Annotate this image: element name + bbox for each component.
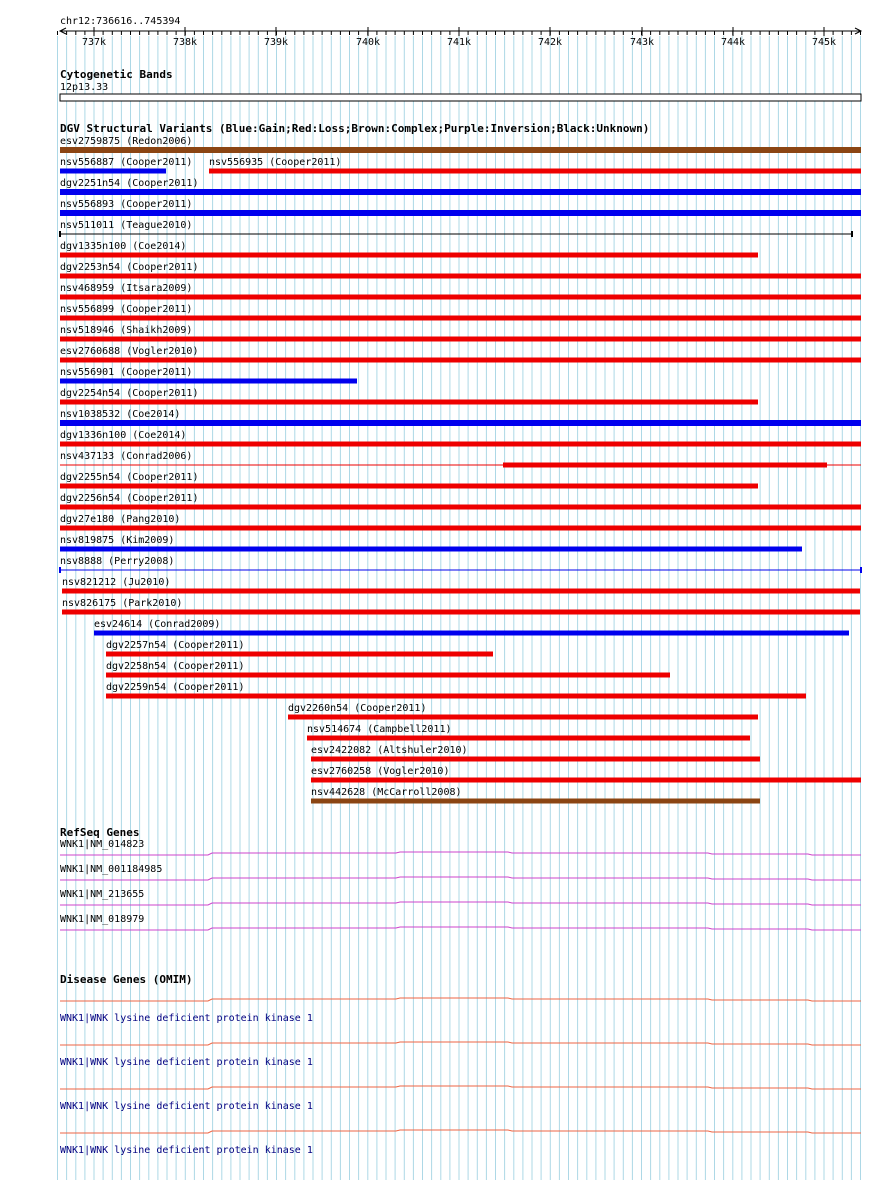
dgv-variant[interactable] — [62, 598, 860, 615]
dgv-variant[interactable] — [60, 388, 758, 405]
ruler-tick-label: 742k — [537, 37, 563, 48]
dgv-variant-label: nsv826175 (Park2010) — [62, 598, 183, 609]
dgv-variant-label: nsv1038532 (Coe2014) — [60, 409, 181, 420]
dgv-variant-label: dgv27e180 (Pang2010) — [60, 514, 181, 525]
dgv-variant-bar[interactable] — [60, 505, 861, 510]
dgv-variant-label: nsv556893 (Cooper2011) — [60, 199, 193, 210]
refseq-gene-label: WNK1|NM_001184985 — [60, 864, 163, 875]
dgv-variant[interactable] — [60, 304, 861, 321]
omim-gene-model[interactable] — [60, 998, 861, 1001]
dgv-variant-bar[interactable] — [311, 778, 861, 783]
cytoband-ideogram — [60, 94, 861, 101]
dgv-variant-bar[interactable] — [60, 379, 357, 384]
dgv-variant[interactable] — [60, 262, 861, 279]
dgv-variant[interactable] — [60, 283, 861, 300]
refseq-gene[interactable] — [60, 864, 861, 880]
dgv-variant-label: nsv442628 (McCarroll2008) — [311, 787, 462, 798]
dgv-variant-bar[interactable] — [60, 400, 758, 405]
dgv-variant[interactable] — [60, 325, 861, 342]
refseq-gene[interactable] — [60, 914, 861, 930]
dgv-variant-bar[interactable] — [94, 631, 849, 636]
dgv-variant-label: dgv2253n54 (Cooper2011) — [60, 262, 199, 273]
dgv-variant[interactable] — [311, 745, 760, 762]
dgv-variants — [60, 136, 861, 804]
dgv-variant[interactable] — [60, 430, 861, 447]
dgv-variant-label: nsv821212 (Ju2010) — [62, 577, 171, 588]
dgv-variant[interactable] — [62, 577, 860, 594]
dgv-variant-bar[interactable] — [60, 253, 758, 258]
dgv-variant-label: esv24614 (Conrad2009) — [94, 619, 221, 630]
region-label: chr12:736616..745394 — [60, 16, 181, 27]
dgv-variant-label: esv2422082 (Altshuler2010) — [311, 745, 468, 756]
dgv-variant[interactable] — [106, 661, 670, 678]
dgv-variant-label: nsv556935 (Cooper2011) — [209, 157, 342, 168]
refseq-gene-model[interactable] — [60, 852, 861, 855]
dgv-variant-bar[interactable] — [60, 337, 861, 342]
dgv-variant-label: nsv8888 (Perry2008) — [60, 556, 175, 567]
omim-gene-label: WNK1|WNK lysine deficient protein kinase 1 — [60, 1101, 313, 1112]
dgv-variant[interactable] — [209, 157, 861, 174]
dgv-track — [60, 122, 861, 804]
refseq-gene-model[interactable] — [60, 927, 861, 930]
dgv-variant[interactable] — [60, 493, 861, 510]
dgv-variant-bar[interactable] — [311, 799, 760, 804]
omim-track — [60, 973, 861, 1156]
dgv-variant-label: dgv2255n54 (Cooper2011) — [60, 472, 199, 483]
refseq-gene-label: WNK1|NM_213655 — [60, 889, 145, 900]
dgv-variant-label: dgv2258n54 (Cooper2011) — [106, 661, 245, 672]
dgv-variant[interactable] — [60, 367, 357, 384]
dgv-variant-label: esv2760258 (Vogler2010) — [311, 766, 450, 777]
dgv-variant[interactable] — [60, 535, 802, 552]
dgv-variant[interactable] — [60, 157, 192, 174]
ruler — [58, 16, 862, 48]
ruler-tick-label: 738k — [172, 37, 198, 48]
dgv-variant-label: dgv2251n54 (Cooper2011) — [60, 178, 199, 189]
dgv-variant-label: nsv819875 (Kim2009) — [60, 535, 175, 546]
dgv-variant-label: nsv468959 (Itsara2009) — [60, 283, 193, 294]
dgv-variant[interactable] — [60, 514, 861, 531]
dgv-variant-bar[interactable] — [106, 652, 493, 657]
omim-gene-model[interactable] — [60, 1042, 861, 1045]
ruler-tick-label: 741k — [446, 37, 472, 48]
dgv-variant-bar[interactable] — [60, 442, 861, 447]
dgv-variant[interactable] — [94, 619, 849, 636]
dgv-variant-bar[interactable] — [60, 526, 861, 531]
omim-gene[interactable] — [60, 998, 861, 1024]
dgv-variant[interactable] — [60, 472, 758, 489]
omim-gene[interactable] — [60, 1042, 861, 1068]
dgv-variant-label: nsv556887 (Cooper2011) — [60, 157, 193, 168]
dgv-variant-label: dgv2259n54 (Cooper2011) — [106, 682, 245, 693]
dgv-variant-label: esv2759875 (Redon2006) — [60, 136, 193, 147]
dgv-variant-label: esv2760688 (Vogler2010) — [60, 346, 199, 357]
ruler-tick-label: 743k — [629, 37, 655, 48]
dgv-variant-bar[interactable] — [60, 210, 861, 216]
omim-gene-model[interactable] — [60, 1086, 861, 1089]
omim-genes — [60, 998, 861, 1156]
dgv-variant-bar[interactable] — [60, 189, 861, 195]
omim-title: Disease Genes (OMIM) — [60, 973, 193, 986]
dgv-variant-label: nsv511011 (Teague2010) — [60, 220, 193, 231]
dgv-variant-bar[interactable] — [60, 169, 166, 174]
ruler-ticks — [58, 27, 861, 48]
ruler-tick-label: 740k — [355, 37, 381, 48]
omim-gene[interactable] — [60, 1086, 861, 1112]
omim-gene[interactable] — [60, 1130, 861, 1156]
ruler-tick-label: 737k — [81, 37, 107, 48]
dgv-variant[interactable] — [60, 346, 861, 363]
dgv-variant[interactable] — [60, 178, 861, 195]
dgv-variant-label: dgv1336n100 (Coe2014) — [60, 430, 187, 441]
omim-gene-label: WNK1|WNK lysine deficient protein kinase 1 — [60, 1057, 313, 1068]
refseq-genes — [60, 839, 861, 930]
refseq-title: RefSeq Genes — [60, 826, 140, 839]
refseq-gene-label: WNK1|NM_018979 — [60, 914, 145, 925]
dgv-variant-label: dgv1335n100 (Coe2014) — [60, 241, 187, 252]
dgv-variant-bar[interactable] — [60, 295, 861, 300]
dgv-variant-bar[interactable] — [311, 757, 760, 762]
dgv-variant-bar[interactable] — [60, 316, 861, 321]
dgv-variant-bar[interactable] — [62, 589, 860, 594]
ruler-tick-label: 744k — [720, 37, 746, 48]
dgv-variant-label: nsv556901 (Cooper2011) — [60, 367, 193, 378]
dgv-variant-bar[interactable] — [60, 547, 802, 552]
dgv-variant[interactable] — [106, 682, 806, 699]
dgv-variant-label: dgv2260n54 (Cooper2011) — [288, 703, 427, 714]
refseq-gene[interactable] — [60, 889, 861, 905]
dgv-variant-bar[interactable] — [60, 147, 861, 153]
ruler-tick-label: 739k — [263, 37, 289, 48]
refseq-gene-model[interactable] — [60, 902, 861, 905]
dgv-variant-label: nsv514674 (Campbell2011) — [307, 724, 452, 735]
dgv-variant-bar[interactable] — [106, 694, 806, 699]
dgv-variant-bar[interactable] — [307, 736, 750, 741]
dgv-variant-bar[interactable] — [60, 484, 758, 489]
dgv-variant-label: dgv2257n54 (Cooper2011) — [106, 640, 245, 651]
dgv-title: DGV Structural Variants (Blue:Gain;Red:Loss;Brown:Complex;Purple:Inversion;Black:Unknown) — [60, 122, 650, 135]
omim-gene-label: WNK1|WNK lysine deficient protein kinase 1 — [60, 1013, 313, 1024]
omim-gene-label: WNK1|WNK lysine deficient protein kinase 1 — [60, 1145, 313, 1156]
cytoband-title: Cytogenetic Bands — [60, 68, 173, 81]
dgv-variant[interactable] — [60, 409, 861, 426]
cytoband-label: 12p13.33 — [60, 82, 109, 93]
dgv-variant[interactable] — [60, 136, 861, 153]
ruler-tick-label: 745k — [811, 37, 837, 48]
refseq-gene-label: WNK1|NM_014823 — [60, 839, 145, 850]
refseq-track — [60, 826, 861, 930]
dgv-variant[interactable] — [60, 556, 861, 573]
dgv-variant-label: dgv2256n54 (Cooper2011) — [60, 493, 199, 504]
omim-gene-model[interactable] — [60, 1130, 861, 1133]
dgv-variant[interactable] — [307, 724, 750, 741]
dgv-variant[interactable] — [106, 640, 493, 657]
dgv-variant-label: nsv437133 (Conrad2006) — [60, 451, 193, 462]
refseq-gene-model[interactable] — [60, 877, 861, 880]
dgv-variant-label: dgv2254n54 (Cooper2011) — [60, 388, 199, 399]
dgv-variant-bar[interactable] — [209, 169, 861, 174]
dgv-variant-bar[interactable] — [60, 420, 861, 426]
dgv-variant-bar[interactable] — [106, 673, 670, 678]
dgv-variant[interactable] — [60, 241, 758, 258]
dgv-variant-bar[interactable] — [60, 358, 861, 363]
dgv-variant[interactable] — [60, 199, 861, 216]
dgv-variant[interactable] — [311, 787, 760, 804]
dgv-variant-label: nsv556899 (Cooper2011) — [60, 304, 193, 315]
dgv-variant-label: nsv518946 (Shaikh2009) — [60, 325, 193, 336]
dgv-variant-bar[interactable] — [60, 274, 861, 279]
dgv-variant-bar[interactable] — [288, 715, 758, 720]
cytoband-track — [60, 68, 861, 101]
dgv-variant-bar[interactable] — [62, 610, 860, 615]
refseq-gene[interactable] — [60, 839, 861, 855]
